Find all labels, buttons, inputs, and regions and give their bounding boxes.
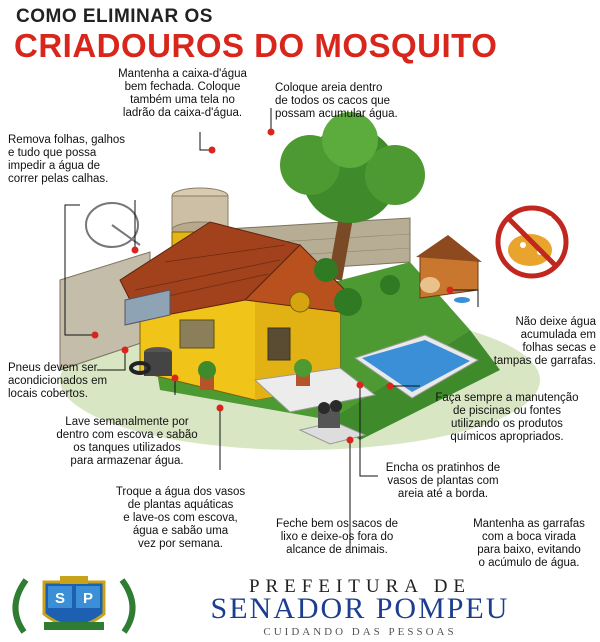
tip-areia-cacos: Coloque areia dentro de todos os cacos que possam acumular água. (275, 82, 398, 120)
header-title: CRIADOUROS DO MOSQUITO (14, 27, 498, 64)
tip-calhas: Remova folhas, galhos e tudo que possa impedir a água de correr pelas calhas. (8, 134, 125, 185)
tip-tanques: Lave semanalmente por dentro com escova e sabão os tanques utilizados para armazenar água. (56, 416, 198, 467)
tip-piscinas: Faça sempre a manutenção de piscinas ou fontes utilizando os produtos químicos apropriados. (435, 392, 579, 443)
crest-letter-p: P (82, 590, 94, 607)
crest-letter-s: S (54, 590, 66, 607)
city-slogan: CUIDANDO DAS PESSOAS (263, 626, 457, 638)
tip-folhas-tampas: Não deixe água acumulada em folhas secas e tampas de garrafas. (493, 316, 596, 367)
tip-pneus: Pneus devem ser acondicionados em locais cobertos. (8, 362, 108, 400)
tip-garrafas: Mantenha as garrafas com a boca virada para baixo, evitando o acúmulo de água. (473, 518, 585, 569)
prefeitura-label: PREFEITURA DE (248, 576, 472, 597)
city-name: SENADOR POMPEU (210, 592, 510, 625)
tip-caixa-agua: Mantenha a caixa-d'água bem fechada. Coloque também uma tela no ladrão da caixa-d'água. (118, 68, 247, 119)
tip-pratinhos: Encha os pratinhos de vasos de plantas com areia até a borda. (385, 462, 501, 500)
city-crest-icon (4, 572, 144, 642)
tip-sacos-lixo: Feche bem os sacos de lixo e deixe-os fora do alcance de animais. (275, 518, 399, 556)
tip-vasos: Troque a água dos vasos de plantas aquáticas e lave-os com escova, água e sabão uma vez por semana. (115, 486, 246, 550)
header-kicker: COMO ELIMINAR OS (16, 6, 213, 27)
footer (0, 572, 600, 642)
